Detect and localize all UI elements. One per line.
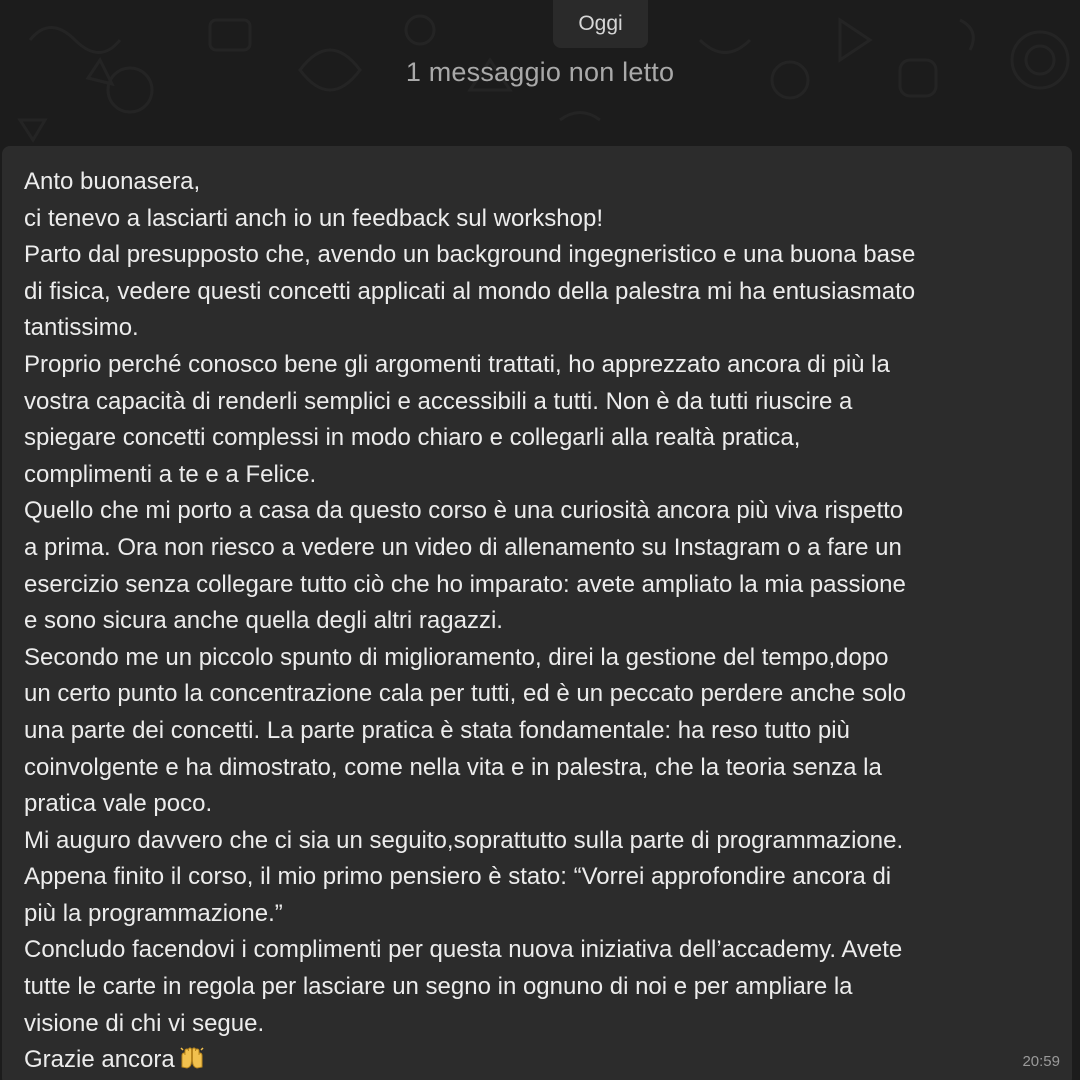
message-line: Concludo facendovi i complimenti per questa nuova iniziativa dell’accademy. Avete [24,936,903,964]
message-line: e sono sicura anche quella degli altri ragazzi. [24,607,503,635]
unread-banner-label: 1 messaggio non letto [405,56,675,87]
message-line: Proprio perché conosco bene gli argomenti trattati, ho apprezzato ancora di più la [24,350,890,378]
message-line: coinvolgente e ha dimostrato, come nella vita e in palestra, che la teoria senza la [24,753,882,781]
message-line: di fisica, vedere questi concetti applicati al mondo della palestra mi ha entusiasmato [24,277,916,305]
date-chip-label: Oggi [578,12,623,35]
date-chip [553,0,648,48]
raising-hands-emoji-icon [179,1045,205,1080]
message-line: un certo punto la concentrazione cala per tutti, ed è un peccato perdere anche solo [24,680,906,708]
message-line: complimenti a te e a Felice. [24,460,317,488]
message-line: ci tenevo a lasciarti anch io un feedback sul workshop! [24,204,603,232]
message-line: esercizio senza collegare tutto ciò che ho imparato: avete ampliato la mia passione [24,570,906,598]
message-line: Parto dal presupposto che, avendo un background ingegneristico e una buona base [24,241,916,269]
message-line: tutte le carte in regola per lasciare un segno in ognuno di noi e per ampliare la [24,973,853,1001]
message-line: visione di chi vi segue. [24,1009,265,1037]
unread-messages-banner [0,44,1080,100]
message-line: una parte dei concetti. La parte pratica è stata fondamentale: ha reso tutto più [24,716,850,744]
message-timestamp: 20:59 [1022,1053,1060,1070]
message-line: più la programmazione.” [24,899,283,927]
message-line: Quello che mi porto a casa da questo corso è una curiosità ancora più viva rispetto [24,497,904,525]
message-bubble[interactable] [2,146,1072,1080]
message-line: spiegare concetti complessi in modo chiaro e collegarli alla realtà pratica, [24,424,801,452]
message-line: Secondo me un piccolo spunto di miglioramento, direi la gestione del tempo,dopo [24,643,889,671]
message-line: Anto buonasera, [24,168,201,195]
message-line: Appena finito il corso, il mio primo pensiero è stato: “Vorrei approfondire ancora di [24,863,892,891]
message-line-last [24,1042,1054,1080]
message-text [24,164,1054,1080]
message-line: Mi auguro davvero che ci sia un seguito,soprattutto sulla parte di programmazione. [24,826,904,854]
message-line: vostra capacità di renderli semplici e accessibili a tutti. Non è da tutti riuscire a [24,387,853,415]
message-line-text: Grazie ancora [24,1046,175,1074]
message-line: pratica vale poco. [24,790,213,818]
message-line: tantissimo. [24,314,139,342]
message-line: a prima. Ora non riesco a vedere un video di allenamento su Instagram o a fare un [24,533,902,561]
